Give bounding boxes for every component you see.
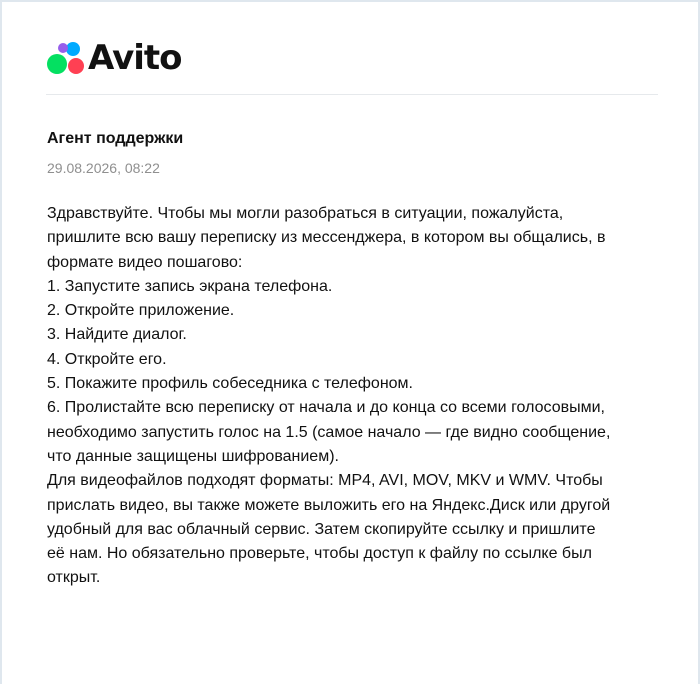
message-line: пришлите всю вашу переписку из мессенджера, в котором вы общались, в [47,229,606,247]
message-line: 1. Запустите запись экрана телефона. [47,277,333,295]
logo-dot-red [68,58,84,74]
message-line: 6. Пролистайте всю переписку от начала и до конца со всеми голосовыми, [47,399,605,417]
support-message [47,128,677,591]
message-body [47,202,677,591]
message-line: 4. Откройте его. [47,350,167,368]
message-line: Для видеофайлов подходят форматы: MP4, AVI, MOV, MKV и WMV. Чтобы [47,472,603,490]
message-line: 5. Покажите профиль собеседника с телефоном. [47,375,413,393]
message-line: необходимо запустить голос на 1.5 (самое начало — где видно сообщение, [47,423,611,441]
logo-dot-purple [58,43,68,53]
email-header [46,38,658,95]
message-timestamp: 29.08.2026, 08:22 [47,160,160,176]
message-line: 3. Найдите диалог. [47,326,187,344]
logo-dot-green [47,54,67,74]
message-line: её нам. Но обязательно проверьте, чтобы доступ к файлу по ссылке был [47,545,592,563]
message-line: 2. Откройте приложение. [47,302,235,320]
avito-logo[interactable] [46,38,658,78]
avito-logo-icon [46,38,86,78]
message-line: открыт. [47,569,101,587]
sender-name: Агент поддержки [47,130,184,147]
message-line: Здравствуйте. Чтобы мы могли разобраться в ситуации, пожалуйста, [47,205,564,222]
message-line: прислать видео, вы также можете выложить его на Яндекс.Диск или другой [47,496,611,514]
logo-wordmark: Avito [88,38,182,78]
logo-dot-blue [66,42,80,56]
message-line: что данные защищены шифрованием). [47,447,339,465]
message-line: формате видео пошагово: [47,253,243,271]
message-line: удобный для вас облачный сервис. Затем скопируйте ссылку и пришлите [47,520,596,538]
